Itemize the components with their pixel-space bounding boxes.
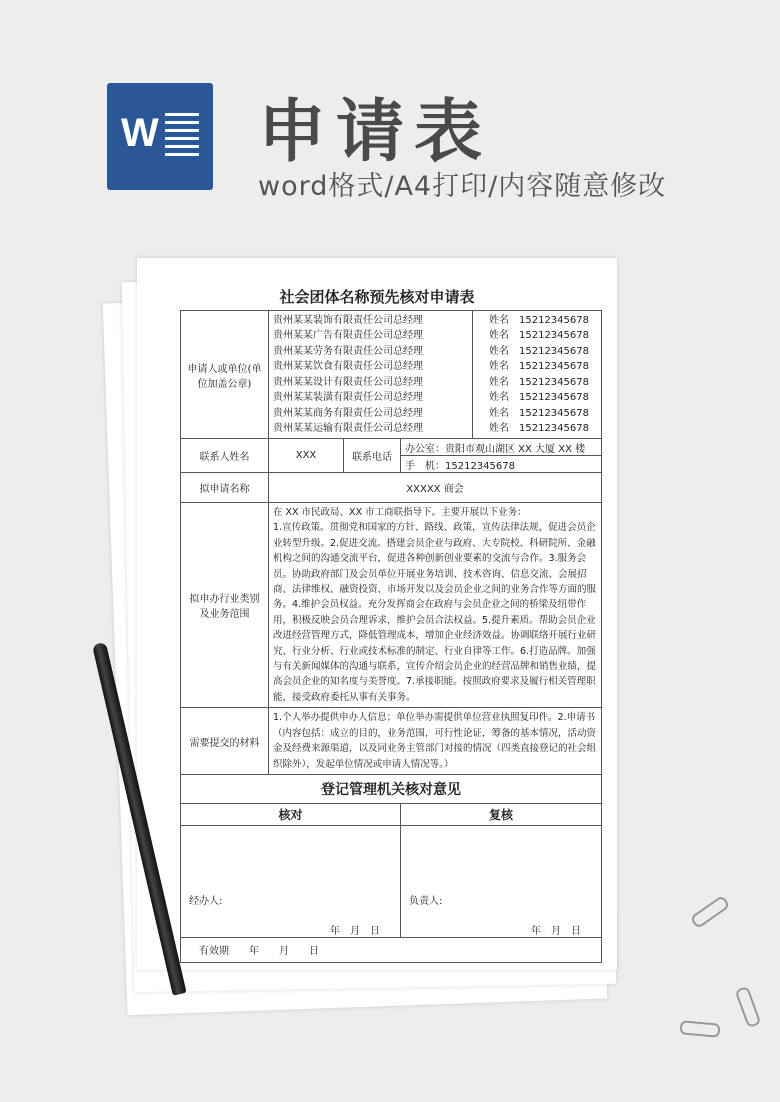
applicant-phone: 15212345678 xyxy=(519,392,589,403)
applicant-contact xyxy=(477,406,597,422)
application-form xyxy=(180,310,602,963)
word-icon: W xyxy=(107,83,213,190)
applicant-company: 贵州某某装潢有限责任公司总经理 xyxy=(273,392,423,403)
applicant-company: 贵州某某商务有限责任公司总经理 xyxy=(273,407,423,419)
page-title: 申请表 xyxy=(258,93,493,172)
applicant-contact xyxy=(477,328,597,344)
document-title: 社会团体名称预先核对申请表 xyxy=(279,288,475,306)
applicant-companies xyxy=(269,311,473,439)
recheck-area xyxy=(401,825,602,937)
check-area xyxy=(181,825,401,937)
validity: 有效期 年 月 日 xyxy=(181,937,602,962)
applicant-contact xyxy=(477,359,597,375)
applicant-phone: 15212345678 xyxy=(519,314,589,326)
applicant-company: 贵州某某饮食有限责任公司总经理 xyxy=(273,361,423,372)
applicant-phone: 15212345678 xyxy=(519,361,589,372)
check-date: 年 月 日 xyxy=(330,925,380,937)
applicant-contact xyxy=(477,390,597,406)
applicant-phones xyxy=(473,311,602,439)
applicant-contact xyxy=(477,375,597,391)
applicant-company: 贵州某某广告有限责任公司总经理 xyxy=(273,330,423,341)
paperclip-icon xyxy=(735,986,762,1028)
applicant-contact xyxy=(477,313,597,329)
responsible-label: 负责人: xyxy=(409,895,443,907)
applicant-name: 姓名 xyxy=(489,392,509,403)
applicant-name: 姓名 xyxy=(489,345,509,357)
contact-label: 联系人姓名 xyxy=(181,439,269,473)
applicant-company: 贵州某某设计有限责任公司总经理 xyxy=(273,376,423,388)
applicant-company: 贵州某某装饰有限责任公司总经理 xyxy=(273,314,423,326)
scope-text: 在 XX 市民政局、XX 市工商联指导下。主要开展以下业务： 1.宣传政策。贯彻党和国家的方针、路线、政策，宣传法律法规，促进会员企业转型升级。2.促进交流。搭建会员企业与政府、大专院校、科研院所、金融机构之间的沟通交流平台，促进各种创新创业要素的交流与合作。3.服务会员。协助政府部门及会员单位开展业务培训、技术咨询、信息交流、会展招商、法律维权、融资投资、市场开发以及会员企业之间的业务合作等方面的服务。4.维护会员权益。充分发挥商会在政府与会员企业之间的桥梁及纽带作用，积极反映会员合理诉求，维护会员合法权益。5.提升素质。帮助会员企业改进经营管理方式，降低管理成本，增加企业经济效益。协调联络开展行业研究、行业分析、行业或技术标准的制定、行业自律等工作。6.打造品牌。加强与有关新闻媒体的沟通与联系，宣传介绍会员企业的经营品牌和销售业绩，提高会员企业的知名度与美誉度。7.承接职能。按照政府要求及履行相关管理职能，接受政府委托从事有关事务。 xyxy=(269,503,602,708)
applicant-phone: 15212345678 xyxy=(519,330,589,341)
applicant-name: 姓名 xyxy=(489,330,509,341)
check-header: 核对 xyxy=(181,803,401,825)
paperclip-icon xyxy=(690,895,731,929)
applicant-name: 姓名 xyxy=(489,361,509,372)
contact-value: XXX xyxy=(269,439,344,473)
scope-label: 拟申办行业类别及业务范围 xyxy=(181,503,269,708)
applicant-company: 贵州某某运输有限责任公司总经理 xyxy=(273,423,423,434)
phone-label: 联系电话 xyxy=(344,439,401,473)
materials-text: 1.个人举办提供申办人信息；单位举办需提供单位营业执照复印件。2.申请书（内容包括：成立的目的，业务范围，可行性论证，筹备的基本情况，活动资金及经费来源渠道，以及同业务主管部门对接的情况（四类直接登记的社会组织除外），发起单位情况或申请人情况等。） xyxy=(269,708,602,775)
applicant-contact xyxy=(477,344,597,360)
applicant-name: 姓名 xyxy=(489,376,509,388)
applicant-name: 姓名 xyxy=(489,423,509,434)
name-value: XXXXX 商会 xyxy=(269,473,602,503)
review-title: 登记管理机关核对意见 xyxy=(181,774,602,803)
applicant-name: 姓名 xyxy=(489,407,509,419)
applicant-name: 姓名 xyxy=(489,314,509,326)
page-subtitle: word格式/A4打印/内容随意修改 xyxy=(258,171,667,202)
applicant-phone: 15212345678 xyxy=(519,345,589,357)
paperclip-icon xyxy=(679,1020,720,1037)
applicant-contact xyxy=(477,421,597,437)
recheck-header: 复核 xyxy=(401,803,602,825)
applicant-phone: 15212345678 xyxy=(519,376,589,388)
office-phone: 办公室：贵阳市观山湖区 XX 大厦 XX 楼 xyxy=(401,439,602,456)
name-label: 拟申请名称 xyxy=(181,473,269,503)
applicant-company: 贵州某某劳务有限责任公司总经理 xyxy=(273,345,423,357)
materials-label: 需要提交的材料 xyxy=(181,708,269,775)
applicant-phone: 15212345678 xyxy=(519,423,589,434)
applicant-label: 申请人或单位(单位加盖公章) xyxy=(181,311,269,439)
recheck-date: 年 月 日 xyxy=(531,925,581,937)
handler-label: 经办人: xyxy=(189,895,223,907)
mobile-phone: 手 机：15212345678 xyxy=(401,456,602,473)
applicant-phone: 15212345678 xyxy=(519,407,589,419)
